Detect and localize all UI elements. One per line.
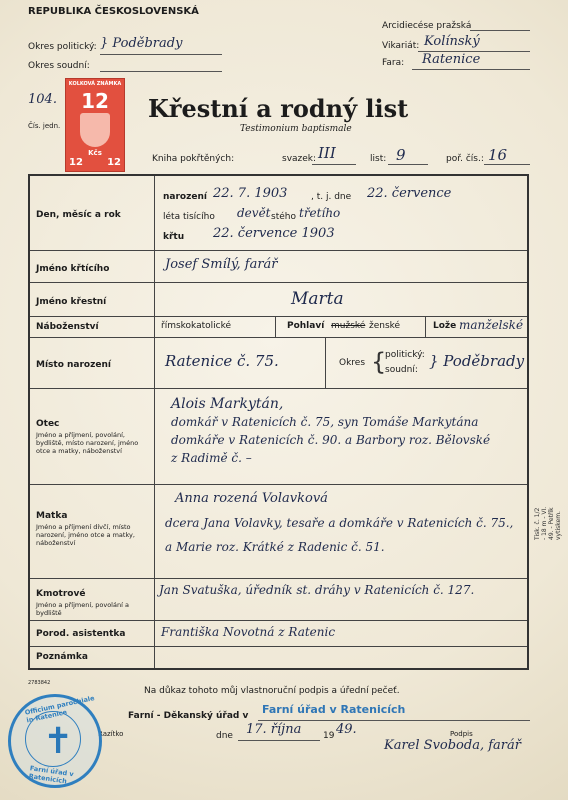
leta-value: devět (237, 206, 271, 220)
vikariat-label: Vikariát: (382, 41, 420, 51)
leta-label: léta tisícího (163, 212, 215, 222)
row-asistentka (29, 621, 528, 647)
cis-jedn-label: Čís. jedn. (28, 122, 61, 130)
fara-line (412, 69, 530, 70)
datum-label: Den, měsíc a rok (36, 210, 121, 220)
por-label: poř. čís.: (446, 154, 484, 164)
svazek-line (312, 164, 356, 165)
nabozenstvi-label: Náboženství (36, 322, 99, 332)
republic-heading: REPUBLIKA ČESKOSLOVENSKÁ (28, 6, 199, 17)
seal-text-bottom: Farní úřad v Ratenicích (28, 764, 75, 786)
otec-value-cell (155, 389, 529, 485)
stamp-head: KOLKOVÁ ZNÁMKA (68, 81, 122, 87)
okres-politicky-line (100, 54, 222, 55)
kmotrove-label-cell (29, 579, 155, 621)
loze-value: manželské (459, 318, 524, 332)
arcidiecese-label: Arcidiecése pražská (382, 21, 472, 31)
krtu-value: 22. července 1903 (213, 226, 335, 241)
matka-line-1: Anna rozená Volavková (175, 491, 328, 506)
matka-line-3: a Marie roz. Krátké z Radenic č. 51. (165, 540, 385, 554)
revenue-stamp (65, 78, 125, 172)
narozeni-label: narození (163, 192, 207, 202)
seal-text-top: Officium parochiale in Ratenice (24, 694, 96, 725)
poznamka-label: Poznámka (36, 652, 88, 663)
arcidiecese-line (470, 30, 530, 31)
tj-label: , t. j. dne (311, 192, 352, 202)
pohlavi-label: Pohlaví (287, 321, 325, 331)
year-prefix: 19 (323, 731, 335, 741)
otec-line-2: domkář v Ratenicích č. 75, syn Tomáše Markytána (171, 415, 479, 429)
otec-line-3: domkáře v Ratenicích č. 90. a Barbory roz. Bělovské (171, 433, 491, 447)
misto-label-cell (29, 338, 155, 389)
krticiho-label-cell (29, 251, 155, 283)
datum-value-cell (155, 175, 529, 251)
misto-soudni-label: soudní: (385, 365, 418, 375)
urad-line (258, 720, 530, 721)
krticiho-label: Jméno křtícího (36, 263, 110, 274)
matka-line-2: dcera Jana Volavky, tesaře a domkáře v Ratenicích č. 75., (165, 516, 514, 530)
row-matka (29, 485, 528, 579)
misto-politicky-label: politický: (385, 350, 425, 360)
list-value: 9 (396, 146, 406, 164)
ref-number: 104. (28, 92, 57, 107)
stamp-corner-right: 12 (107, 157, 121, 168)
matka-text (155, 485, 527, 559)
side-print-note: Tisk. č. 1/2 - 18 m - VI. 49. - Petřík vytiskem. (534, 506, 562, 540)
nabozenstvi-value-cell (155, 317, 529, 338)
nabozenstvi-value: římskokatolické (161, 321, 232, 331)
list-line (388, 164, 428, 165)
stehto-value: třetího (299, 206, 341, 220)
parish-seal (8, 694, 102, 788)
kmotrove-label: Kmotrové (36, 589, 86, 599)
stamp-value: 12 (81, 89, 109, 113)
narozeni-value: 22. 7. 1903 (213, 186, 288, 201)
row-misto (29, 338, 528, 389)
row-datum (29, 175, 528, 251)
stehto-label: stého (271, 212, 296, 222)
row-krestni (29, 283, 528, 317)
stamp-corners (69, 157, 121, 168)
misto-label: Místo narození (36, 360, 111, 370)
dne-value: 17. října (246, 722, 302, 737)
fara-label: Fara: (382, 58, 405, 68)
asistentka-label: Porod. asistentka (36, 628, 126, 639)
krestni-label: Jméno křestní (36, 296, 107, 307)
okres-value: } Poděbrady (100, 36, 183, 51)
otec-line-1: Alois Markytán, (171, 396, 284, 412)
brace-icon: { (371, 348, 387, 376)
kmotrove-value: Jan Svatuška, úředník st. dráhy v Ratenicích č. 127. (159, 583, 475, 597)
krticiho-value-cell (155, 251, 529, 283)
krticiho-value: Josef Smílý, farář (165, 257, 278, 272)
poznamka-value-cell (155, 647, 529, 669)
year-value: 49. (336, 722, 357, 737)
nabozenstvi-label-cell (29, 317, 155, 338)
print-code: 2783842 (28, 680, 51, 686)
matka-label-cell (29, 485, 155, 579)
otec-label-cell (29, 389, 155, 485)
podpis-value: Karel Svoboda, farář (384, 738, 521, 753)
misto-divider (325, 338, 326, 388)
row-poznamka (29, 647, 528, 669)
kmotrove-value-cell (155, 579, 529, 621)
record-table (28, 174, 529, 670)
poznamka-label-cell (29, 647, 155, 669)
urad-label: Farní - Děkanský úřad v (128, 711, 249, 721)
okres-soudni-line (100, 71, 222, 72)
otec-sub: Jméno a příjmení, povolání, bydliště, místo narození, jméno otce a matky, náboženství (36, 431, 139, 455)
misto-value-cell (155, 338, 529, 389)
row-kmotrove (29, 579, 528, 621)
urad-value: Farní úřad v Ratenicích (262, 703, 406, 716)
fara-value: Ratenice (422, 52, 481, 67)
razitko-label: Razítko (98, 730, 124, 738)
document-subtitle: Testimonium baptismale (240, 124, 352, 134)
row-krticiho (29, 251, 528, 283)
okres-soudni-label: Okres soudní: (28, 61, 90, 71)
por-value: 16 (488, 146, 508, 164)
kniha-label: Kniha pokřtěných: (152, 154, 235, 164)
dne-line (238, 740, 320, 741)
list-label: list: (370, 154, 387, 164)
otec-text (155, 389, 527, 467)
misto-value: Ratenice č. 75. (165, 352, 279, 370)
pohlavi-value: ženské (369, 321, 401, 331)
misto-okres-value: } Poděbrady (429, 352, 525, 370)
dukaz-text: Na důkaz tohoto můj vlastnoruční podpis a úřední pečeť. (144, 686, 400, 696)
svazek-label: svazek: (282, 154, 317, 164)
okres-politicky-label: Okres politický: (28, 42, 97, 52)
kmotrove-sub: Jméno a příjmení, povolání a bydliště (36, 601, 129, 617)
loze-label: Lože (433, 321, 457, 331)
lion-shield-icon (80, 113, 110, 147)
podpis-label: Podpis (450, 730, 473, 738)
asistentka-value: Františka Novotná z Ratenic (161, 625, 336, 639)
stamp-currency: Kčs (88, 149, 102, 157)
asistentka-label-cell (29, 621, 155, 647)
datum-label-cell (29, 175, 155, 251)
pohlavi-struck: mužské (331, 321, 366, 331)
krtu-label: křtu (163, 232, 185, 242)
nabozenstvi-divider-1 (275, 317, 276, 337)
row-nabozenstvi (29, 317, 528, 338)
dne-label: dne (216, 731, 233, 741)
cross-icon: ✝ (43, 721, 74, 762)
row-otec (29, 389, 528, 485)
svazek-value: III (318, 144, 336, 162)
vikariat-value: Kolínský (424, 34, 480, 49)
stamp-corner-left: 12 (69, 157, 83, 168)
misto-okres-label: Okres (339, 358, 366, 368)
krestni-value-cell (155, 283, 529, 317)
krestni-label-cell (29, 283, 155, 317)
matka-label: Matka (36, 511, 68, 521)
document-title: Křestní a rodný list (148, 94, 409, 123)
por-line (484, 164, 530, 165)
matka-value-cell (155, 485, 529, 579)
otec-line-4: z Radimě č. – (171, 451, 252, 465)
asistentka-value-cell (155, 621, 529, 647)
otec-label: Otec (36, 419, 60, 429)
nabozenstvi-divider-2 (425, 317, 426, 337)
tj-value: 22. července (367, 186, 452, 201)
poznamka-value (155, 647, 527, 650)
krestni-value: Marta (291, 289, 344, 309)
matka-sub: Jméno a příjmení dívčí, místo narození, jméno otce a matky, náboženství (36, 523, 135, 547)
